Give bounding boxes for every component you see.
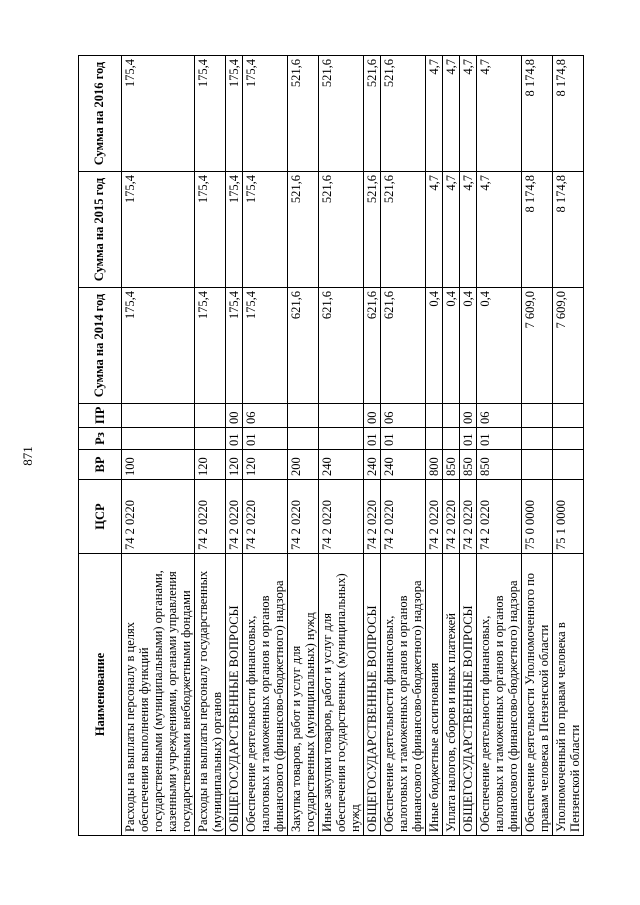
table-row: [288, 56, 319, 836]
cell-name: Иные бюджетные ассигнования: [426, 554, 443, 836]
cell-sum-2015: 175,4: [243, 172, 288, 288]
cell-sum-2016: 4,7: [460, 56, 477, 172]
table-row: [226, 56, 243, 836]
cell-pr: 06: [477, 404, 522, 428]
cell-sum-2016: 4,7: [426, 56, 443, 172]
cell-sum-2014: 175,4: [226, 288, 243, 404]
table-row: [122, 56, 195, 836]
cell-sum-2016: 175,4: [243, 56, 288, 172]
table-row: [477, 56, 522, 836]
header-rz: Рз: [79, 428, 122, 450]
cell-vr: 240: [381, 450, 426, 480]
cell-csr: 74 2 0220: [364, 480, 381, 554]
cell-rz: [553, 428, 584, 450]
cell-sum-2016: 175,4: [226, 56, 243, 172]
cell-sum-2015: 521,6: [288, 172, 319, 288]
cell-csr: 74 2 0220: [319, 480, 364, 554]
table-row: [443, 56, 460, 836]
cell-pr: 00: [364, 404, 381, 428]
cell-pr: [443, 404, 460, 428]
cell-sum-2015: 4,7: [443, 172, 460, 288]
cell-rz: [443, 428, 460, 450]
table-body: [122, 56, 584, 836]
header-csr: ЦСР: [79, 480, 122, 554]
cell-name: Обеспечение деятельности Уполномоченного по правам человека в Пензенской области: [522, 554, 553, 836]
cell-csr: 74 2 0220: [443, 480, 460, 554]
cell-name: Закупка товаров, работ и услуг для государственных (муниципальных) нужд: [288, 554, 319, 836]
cell-rz: 01: [381, 428, 426, 450]
cell-vr: 120: [226, 450, 243, 480]
cell-pr: [553, 404, 584, 428]
cell-vr: 850: [443, 450, 460, 480]
cell-name: ОБЩЕГОСУДАРСТВЕННЫЕ ВОПРОСЫ: [364, 554, 381, 836]
cell-csr: 74 2 0220: [243, 480, 288, 554]
cell-sum-2014: 621,6: [364, 288, 381, 404]
table-row: [319, 56, 364, 836]
cell-sum-2014: 0,4: [460, 288, 477, 404]
cell-rz: 01: [226, 428, 243, 450]
cell-rz: 01: [460, 428, 477, 450]
cell-vr: 850: [477, 450, 522, 480]
header-name: Наименование: [79, 554, 122, 836]
cell-pr: [522, 404, 553, 428]
cell-pr: 00: [460, 404, 477, 428]
cell-sum-2015: 4,7: [460, 172, 477, 288]
cell-sum-2014: 621,6: [288, 288, 319, 404]
cell-csr: 75 1 0000: [553, 480, 584, 554]
cell-rz: [122, 428, 195, 450]
cell-name: Уполномоченный по правам человека в Пензенской области: [553, 554, 584, 836]
cell-rz: [288, 428, 319, 450]
cell-pr: 00: [226, 404, 243, 428]
cell-sum-2014: 0,4: [426, 288, 443, 404]
cell-sum-2015: 8 174,8: [522, 172, 553, 288]
table-row: [381, 56, 426, 836]
table-row: [522, 56, 553, 836]
cell-sum-2015: 4,7: [477, 172, 522, 288]
cell-rz: [426, 428, 443, 450]
cell-rz: 01: [477, 428, 522, 450]
cell-pr: 06: [381, 404, 426, 428]
cell-vr: [553, 450, 584, 480]
cell-vr: 240: [364, 450, 381, 480]
cell-sum-2016: 4,7: [477, 56, 522, 172]
header-pr: ПР: [79, 404, 122, 428]
cell-csr: 74 2 0220: [226, 480, 243, 554]
cell-name: Обеспечение деятельности финансовых, налоговых и таможенных органов и органов финансового (финансово-бюджетного) надзора: [381, 554, 426, 836]
cell-csr: 74 2 0220: [122, 480, 195, 554]
cell-sum-2016: 521,6: [381, 56, 426, 172]
cell-rz: 01: [364, 428, 381, 450]
cell-sum-2014: 0,4: [443, 288, 460, 404]
cell-name: Расходы на выплаты персоналу государственных (муниципальных) органов: [195, 554, 226, 836]
cell-vr: [522, 450, 553, 480]
cell-sum-2015: 521,6: [319, 172, 364, 288]
cell-vr: 800: [426, 450, 443, 480]
budget-table: [78, 55, 584, 836]
cell-sum-2015: 175,4: [122, 172, 195, 288]
cell-sum-2016: 8 174,8: [522, 56, 553, 172]
cell-pr: [288, 404, 319, 428]
cell-sum-2015: 175,4: [226, 172, 243, 288]
cell-vr: 200: [288, 450, 319, 480]
cell-sum-2015: 521,6: [381, 172, 426, 288]
cell-rz: [522, 428, 553, 450]
cell-sum-2014: 175,4: [243, 288, 288, 404]
cell-vr: 240: [319, 450, 364, 480]
cell-sum-2014: 7 609,0: [553, 288, 584, 404]
cell-sum-2014: 175,4: [122, 288, 195, 404]
table-row: [460, 56, 477, 836]
cell-sum-2014: 0,4: [477, 288, 522, 404]
header-vr: ВР: [79, 450, 122, 480]
table-row: [553, 56, 584, 836]
cell-csr: 74 2 0220: [288, 480, 319, 554]
cell-sum-2014: 621,6: [381, 288, 426, 404]
cell-pr: [122, 404, 195, 428]
cell-pr: 06: [243, 404, 288, 428]
rotated-table-container: [78, 56, 582, 836]
cell-name: Расходы на выплаты персоналу в целях обеспечения выполнения функций государственными (муниципальными) органами, казенными учреждениями, органами управления государственными внебюджетными фондами: [122, 554, 195, 836]
cell-sum-2016: 521,6: [364, 56, 381, 172]
table-row: [243, 56, 288, 836]
cell-pr: [195, 404, 226, 428]
cell-vr: 850: [460, 450, 477, 480]
cell-name: Уплата налогов, сборов и иных платежей: [443, 554, 460, 836]
table-row: [364, 56, 381, 836]
cell-sum-2015: 8 174,8: [553, 172, 584, 288]
cell-name: Иные закупки товаров, работ и услуг для обеспечения государственных (муниципальных) нужд: [319, 554, 364, 836]
cell-sum-2016: 4,7: [443, 56, 460, 172]
cell-csr: 74 2 0220: [460, 480, 477, 554]
cell-sum-2015: 521,6: [364, 172, 381, 288]
cell-name: Обеспечение деятельности финансовых, налоговых и таможенных органов и органов финансового (финансово-бюджетного) надзора: [243, 554, 288, 836]
cell-name: ОБЩЕГОСУДАРСТВЕННЫЕ ВОПРОСЫ: [460, 554, 477, 836]
cell-name: ОБЩЕГОСУДАРСТВЕННЫЕ ВОПРОСЫ: [226, 554, 243, 836]
cell-sum-2015: 175,4: [195, 172, 226, 288]
cell-sum-2016: 175,4: [122, 56, 195, 172]
cell-sum-2015: 4,7: [426, 172, 443, 288]
header-sum-2015: Сумма на 2015 год: [79, 172, 122, 288]
cell-sum-2016: 175,4: [195, 56, 226, 172]
cell-sum-2014: 7 609,0: [522, 288, 553, 404]
cell-csr: 74 2 0220: [195, 480, 226, 554]
cell-csr: 74 2 0220: [477, 480, 522, 554]
cell-sum-2016: 521,6: [288, 56, 319, 172]
table-row: [195, 56, 226, 836]
cell-sum-2014: 175,4: [195, 288, 226, 404]
cell-rz: [319, 428, 364, 450]
cell-sum-2016: 521,6: [319, 56, 364, 172]
cell-pr: [319, 404, 364, 428]
cell-vr: 120: [195, 450, 226, 480]
page-number: 871: [20, 446, 35, 466]
table-row: [426, 56, 443, 836]
cell-rz: [195, 428, 226, 450]
cell-rz: 01: [243, 428, 288, 450]
cell-csr: 74 2 0220: [426, 480, 443, 554]
cell-pr: [426, 404, 443, 428]
cell-vr: 100: [122, 450, 195, 480]
cell-sum-2014: 621,6: [319, 288, 364, 404]
table-header-row: [79, 56, 122, 836]
cell-vr: 120: [243, 450, 288, 480]
cell-name: Обеспечение деятельности финансовых, налоговых и таможенных органов и органов финансового (финансово-бюджетного) надзора: [477, 554, 522, 836]
cell-sum-2016: 8 174,8: [553, 56, 584, 172]
header-sum-2014: Сумма на 2014 год: [79, 288, 122, 404]
cell-csr: 74 2 0220: [381, 480, 426, 554]
header-sum-2016: Сумма на 2016 год: [79, 56, 122, 172]
cell-csr: 75 0 0000: [522, 480, 553, 554]
